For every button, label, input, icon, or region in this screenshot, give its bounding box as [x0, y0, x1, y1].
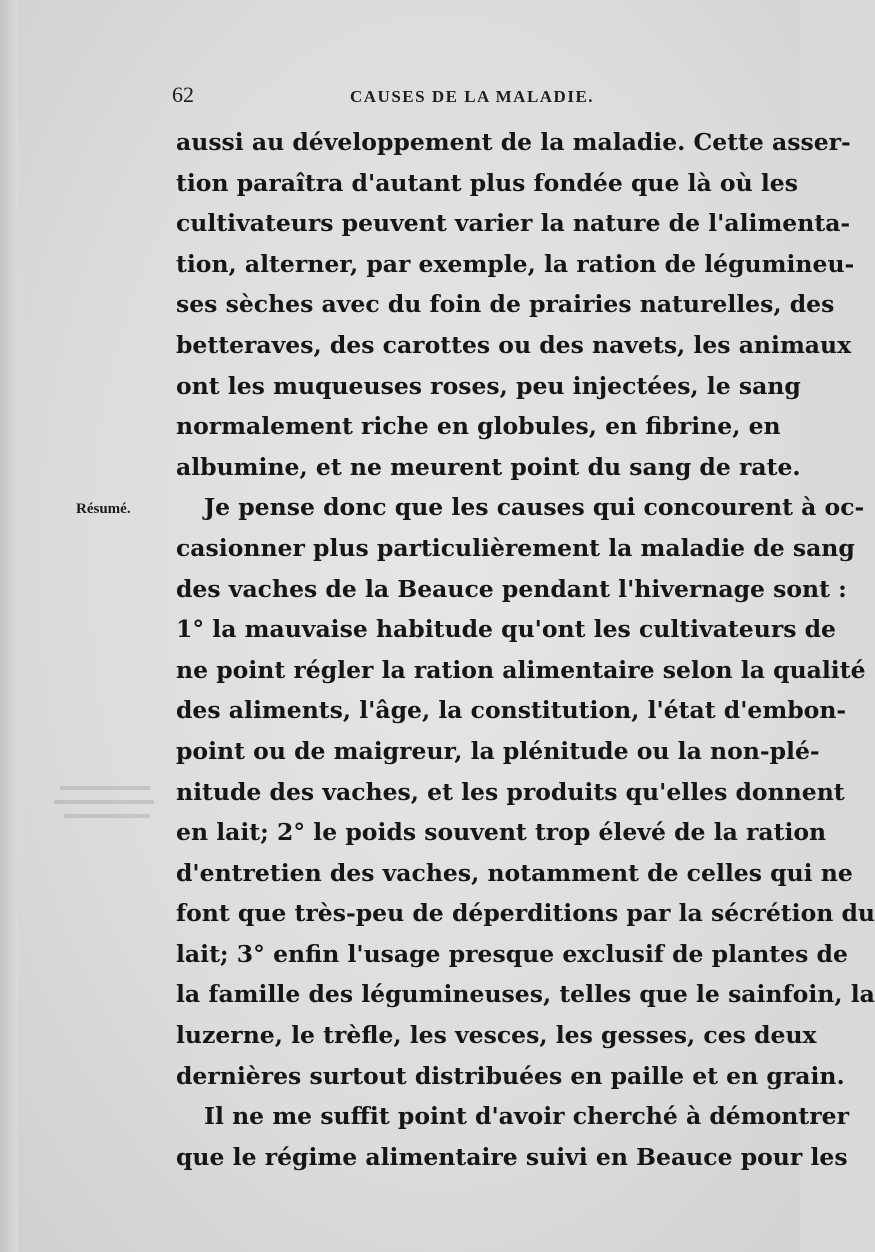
text-line: en lait; 2° le poids souvent trop élevé de la ration — [176, 818, 827, 847]
text-line: des vaches de la Beauce pendant l'hivernage sont : — [176, 574, 847, 603]
text-line: la famille des légumineuses, telles que le sainfoin, la — [176, 980, 875, 1009]
text-line: tion, alterner, par exemple, la ration de légumineu- — [176, 249, 855, 278]
page-edge-shadow — [0, 0, 18, 1252]
text-line: que le régime alimentaire suivi en Beauce pour les — [176, 1142, 848, 1171]
text-line: ses sèches avec du foin de prairies naturelles, des — [176, 290, 835, 319]
text-line: dernières surtout distribuées en paille et en grain. — [176, 1061, 845, 1090]
show-through-texture — [50, 780, 160, 840]
body-text — [176, 122, 875, 1177]
text-line: luzerne, le trèfle, les vesces, les gesses, ces deux — [176, 1021, 817, 1050]
chapter-title: CAUSES DE LA MALADIE. — [350, 87, 595, 106]
text-line: d'entretien des vaches, notamment de celles qui ne — [176, 858, 853, 887]
text-line: cultivateurs peuvent varier la nature de l'alimenta- — [176, 209, 851, 238]
text-line: casionner plus particulièrement la maladie de sang — [176, 533, 855, 562]
text-line: lait; 3° enfin l'usage presque exclusif de plantes de — [176, 939, 848, 968]
text-line: aussi au développement de la maladie. Cette asser- — [176, 128, 851, 156]
text-line: des aliments, l'âge, la constitution, l'état d'embon- — [176, 696, 847, 725]
text-line: font que très-peu de déperditions par la sécrétion du — [176, 899, 875, 928]
text-line: betteraves, des carottes ou des navets, les animaux — [176, 330, 852, 359]
text-line: tion paraîtra d'autant plus fondée que là où les — [176, 168, 798, 197]
text-line: ne point régler la ration alimentaire selon la qualité — [176, 655, 866, 684]
text-line: point ou de maigreur, la plénitude ou la non-plé- — [176, 736, 820, 765]
text-line: normalement riche en globules, en fibrine, en — [176, 412, 781, 441]
page-number: 62 — [172, 82, 194, 107]
running-head — [172, 82, 772, 112]
text-line: ont les muqueuses roses, peu injectées, le sang — [176, 371, 801, 400]
text-line: 1° la mauvaise habitude qu'ont les cultivateurs de — [176, 615, 836, 644]
text-line: albumine, et ne meurent point du sang de rate. — [176, 452, 801, 481]
margin-note-resume: Résumé. — [76, 501, 131, 517]
text-line: nitude des vaches, et les produits qu'elles donnent — [176, 777, 845, 806]
text-line: Je pense donc que les causes qui concourent à oc- — [204, 493, 865, 522]
text-line: Il ne me suffit point d'avoir cherché à démontrer — [204, 1102, 849, 1131]
